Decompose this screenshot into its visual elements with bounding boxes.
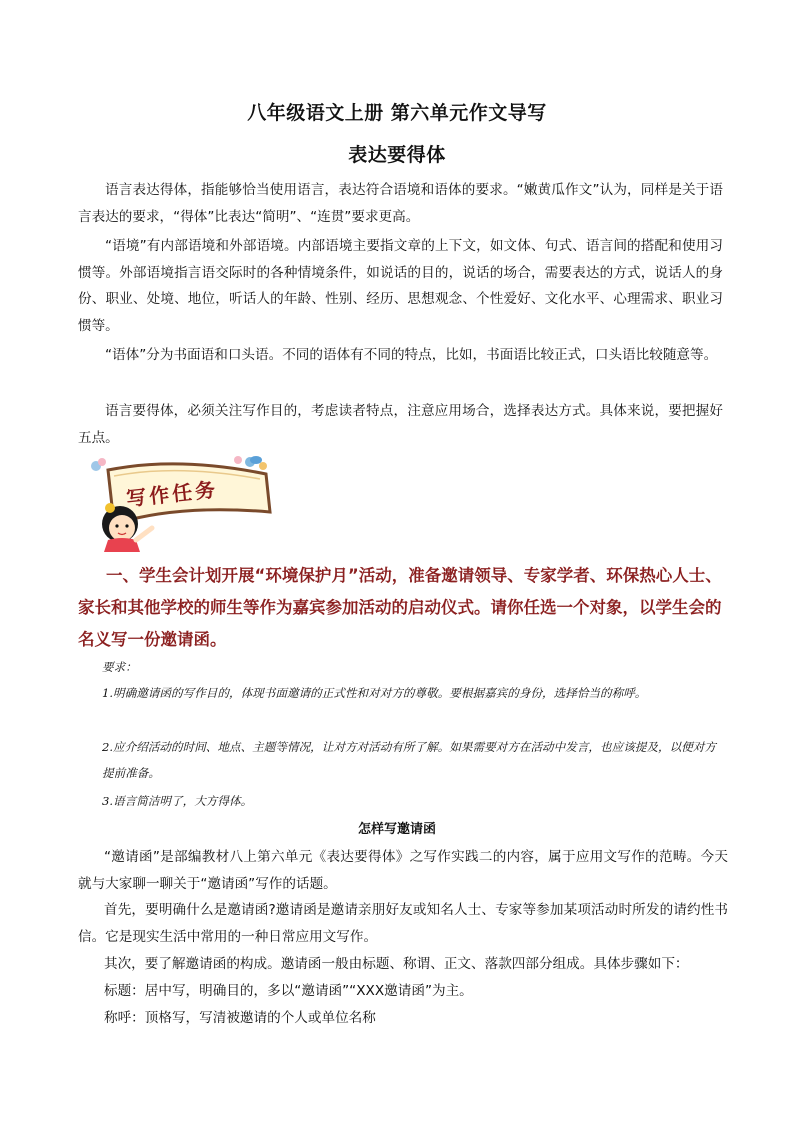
section-paragraph: 标题：居中写，明确目的，多以“邀请函”“XXX邀请函”为主。 — [104, 983, 473, 999]
section-paragraph: 称呼：顶格写，写清被邀请的个人或单位名称 — [104, 1010, 376, 1026]
writing-task-prompt: 一、学生会计划开展“环境保护月”活动，准备邀请领导、专家学者、环保热心人士、家长和其他学校的师生等作为嘉宾参加活动的启动仪式。请你任选一个对象，以学生会的名义写一份邀请函。 — [78, 566, 722, 649]
section-paragraph: 其次，要了解邀请函的构成。邀请函一般由标题、称谓、正文、落款四部分组成。具体步骤如下： — [104, 956, 689, 972]
intro-paragraph: 语言表达得体，指能够恰当使用语言，表达符合语境和语体的要求。“嫩黄瓜作文”认为，同样是关于语言表达的要求，“得体”比表达“简明”、“连贯”要求更高。 — [78, 182, 723, 225]
section-title: 怎样写邀请函 — [357, 822, 436, 837]
intro-paragraph: 语言要得体，必须关注写作目的，考虑读者特点，注意应用场合，选择表达方式。具体来说，要把握好五点。 — [78, 403, 723, 446]
requirement-item: 2.应介绍活动的时间、地点、主题等情况，让对方对活动有所了解。如果需要对方在活动中发言，也应该提及，以便对方提前准备。 — [102, 740, 716, 780]
intro-paragraph: “语体”分为书面语和口头语。不同的语体有不同的特点，比如，书面语比较正式，口头语比较随意等。 — [105, 347, 718, 363]
section-paragraph: 首先，要明确什么是邀请函?邀请函是邀请亲朋好友或知名人士、专家等参加某项活动时所发的请约性书信。它是现实生活中常用的一种日常应用文写作。 — [78, 902, 728, 945]
requirements-label: 要求： — [102, 660, 137, 674]
banner-text: 写作任务 — [125, 477, 220, 511]
intro-paragraph: “语境”有内部语境和外部语境。内部语境主要指文章的上下文，如文体、句式、语言间的搭配和使用习惯等。外部语境指言语交际时的各种情境条件，如说话的目的，说话的场合，需要表达的方式，说话人的身份、职业、处境、地位，听话人的年龄、性别、经历、思想观念、个性爱好、文化水平、心理需求、职业习惯等。 — [78, 238, 723, 334]
requirement-item: 3.语言简洁明了，大方得体。 — [102, 794, 253, 808]
document-title: 八年级语文上册 第六单元作文导写 — [247, 102, 547, 124]
document-subtitle: 表达要得体 — [348, 144, 446, 166]
section-paragraph: “邀请函”是部编教材八上第六单元《表达要得体》之写作实践二的内容，属于应用文写作的范畴。今天就与大家聊一聊关于“邀请函”写作的话题。 — [78, 849, 728, 892]
writing-task-banner — [78, 452, 278, 552]
requirement-item: 1.明确邀请函的写作目的，体现书面邀请的正式性和对对方的尊敬。要根据嘉宾的身份，选择恰当的称呼。 — [102, 686, 647, 700]
